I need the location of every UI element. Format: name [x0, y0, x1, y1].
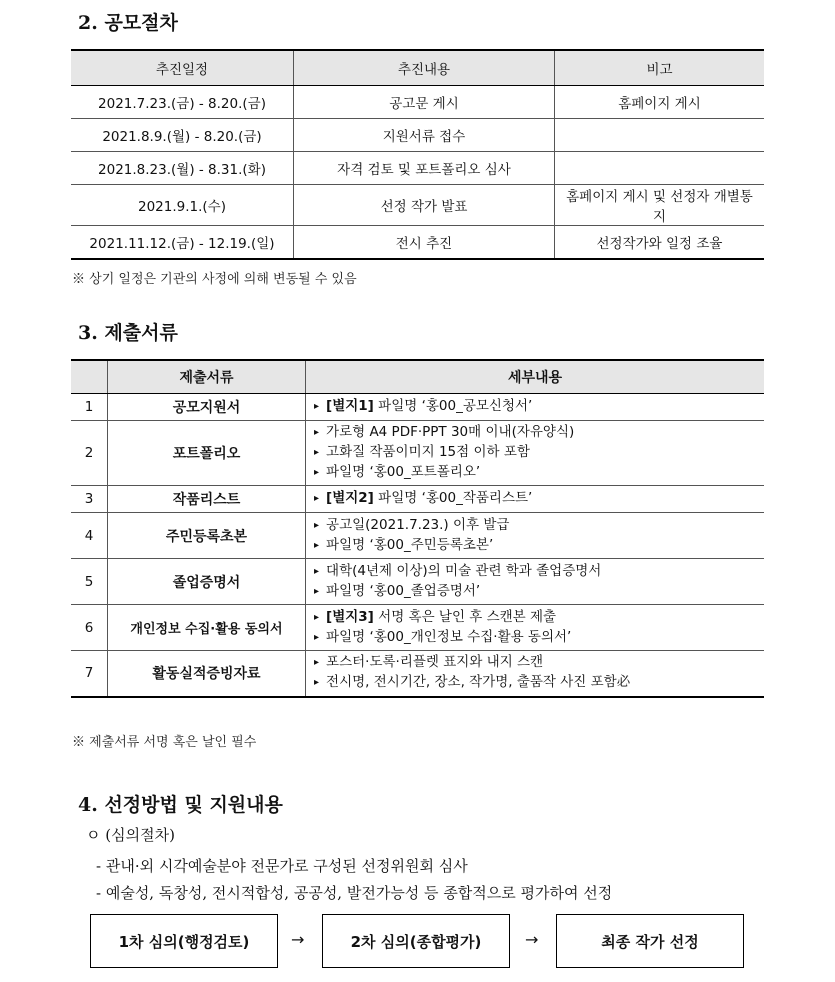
document-details — [306, 513, 765, 559]
document-number: 1 — [71, 394, 108, 421]
schedule-header: 비고 — [555, 50, 765, 86]
schedule-row — [71, 152, 764, 185]
detail-text: 공고일(2021.7.23.) 이후 발급 — [326, 516, 510, 533]
detail-bullet — [314, 582, 756, 602]
schedule-remark — [555, 152, 765, 185]
detail-text: 파일명 ‘홍00_공모신청서’ — [373, 398, 533, 414]
schedule-date: 2021.8.9.(월) - 8.20.(금) — [71, 119, 294, 152]
form-tag: [별지1] — [326, 398, 374, 414]
detail-bullet — [314, 653, 756, 673]
document-number: 4 — [71, 513, 108, 559]
document-number: 2 — [71, 421, 108, 486]
document-details — [306, 651, 765, 697]
document-details — [306, 605, 765, 651]
document-details — [306, 421, 765, 486]
documents-header: 세부내용 — [306, 360, 765, 394]
document-number: 5 — [71, 559, 108, 605]
documents-row — [71, 651, 764, 697]
document-number: 6 — [71, 605, 108, 651]
detail-text: 파일명 ‘홍00_개인정보 수집·활용 동의서’ — [326, 628, 572, 645]
documents-note: ※ 제출서류 서명 혹은 날인 필수 — [72, 735, 257, 750]
flow-step-1: 1차 심의(행정검토) — [90, 914, 278, 968]
document-name: 개인정보 수집·활용 동의서 — [108, 605, 306, 651]
document-number: 3 — [71, 486, 108, 513]
document-details — [306, 394, 765, 421]
schedule-date: 2021.9.1.(수) — [71, 185, 294, 226]
schedule-date: 2021.8.23.(월) - 8.31.(화) — [71, 152, 294, 185]
detail-bullet — [314, 536, 756, 556]
detail-text: 파일명 ‘홍00_작품리스트’ — [373, 490, 533, 506]
documents-header-row — [71, 360, 764, 394]
document-details — [306, 559, 765, 605]
detail-bullet — [314, 628, 756, 648]
schedule-date: 2021.7.23.(금) - 8.20.(금) — [71, 86, 294, 119]
schedule-table — [71, 49, 764, 260]
documents-table — [71, 359, 764, 698]
detail-text: 파일명 ‘홍00_졸업증명서’ — [326, 582, 481, 599]
flow-step-3: 최종 작가 선정 — [556, 914, 744, 968]
schedule-content: 공고문 게시 — [294, 86, 555, 119]
schedule-remark: 홈페이지 게시 — [555, 86, 765, 119]
schedule-row — [71, 185, 764, 226]
document-name: 주민등록초본 — [108, 513, 306, 559]
documents-row — [71, 513, 764, 559]
detail-bullet — [314, 516, 756, 536]
flow-step-2: 2차 심의(종합평가) — [322, 914, 510, 968]
schedule-header-row — [71, 50, 764, 86]
schedule-remark — [555, 119, 765, 152]
document-name: 졸업증명서 — [108, 559, 306, 605]
schedule-content: 선정 작가 발표 — [294, 185, 555, 226]
detail-text: 파일명 ‘홍00_주민등록초본’ — [326, 536, 494, 553]
flow-arrow: → — [525, 930, 539, 949]
schedule-content: 지원서류 접수 — [294, 119, 555, 152]
detail-bullet — [314, 489, 756, 509]
detail-text: 가로형 A4 PDF·PPT 30매 이내(자유양식) — [326, 424, 575, 440]
detail-text: 고화질 작품이미지 15점 이하 포함 — [326, 444, 530, 460]
section4-title: 4. 선정방법 및 지원내용 — [78, 794, 283, 816]
document-details — [306, 486, 765, 513]
section2-title: 2. 공모절차 — [78, 12, 178, 34]
schedule-date: 2021.11.12.(금) - 12.19.(일) — [71, 226, 294, 260]
schedule-row — [71, 226, 764, 260]
documents-header: 제출서류 — [108, 360, 306, 394]
detail-bullet — [314, 463, 756, 483]
schedule-content: 전시 추진 — [294, 226, 555, 260]
schedule-remark: 홈페이지 게시 및 선정자 개별통지 — [555, 185, 765, 226]
document-name: 작품리스트 — [108, 486, 306, 513]
detail-bullet — [314, 397, 756, 417]
form-tag: [별지2] — [326, 490, 374, 506]
detail-bullet — [314, 423, 756, 443]
detail-text: 파일명 ‘홍00_포트폴리오’ — [326, 464, 481, 480]
section3-title: 3. 제출서류 — [78, 322, 178, 344]
detail-text: 서명 혹은 날인 후 스캔본 제출 — [373, 608, 557, 625]
detail-bullet — [314, 562, 756, 582]
schedule-row — [71, 86, 764, 119]
review-subheading: ㅇ (심의절차) — [86, 826, 175, 844]
review-bullet: - 관내·외 시각예술분야 전문가로 구성된 선정위원회 심사 — [96, 857, 468, 875]
schedule-header: 추진내용 — [294, 50, 555, 86]
documents-row — [71, 486, 764, 513]
documents-header-no — [71, 360, 108, 394]
document-name: 공모지원서 — [108, 394, 306, 421]
detail-bullet — [314, 608, 756, 628]
documents-row — [71, 605, 764, 651]
schedule-header: 추진일정 — [71, 50, 294, 86]
documents-row — [71, 421, 764, 486]
documents-row — [71, 559, 764, 605]
form-tag: [별지3] — [326, 608, 374, 625]
document-name: 활동실적증빙자료 — [108, 651, 306, 697]
detail-bullet — [314, 443, 756, 463]
schedule-note: ※ 상기 일정은 기관의 사정에 의해 변동될 수 있음 — [72, 272, 357, 287]
review-bullet: - 예술성, 독창성, 전시적합성, 공공성, 발전가능성 등 종합적으로 평가하여 선정 — [96, 884, 613, 902]
schedule-row — [71, 119, 764, 152]
schedule-content: 자격 검토 및 포트폴리오 심사 — [294, 152, 555, 185]
schedule-remark: 선정작가와 일정 조율 — [555, 226, 765, 260]
detail-text: 전시명, 전시기간, 장소, 작가명, 출품작 사진 포함必 — [326, 674, 631, 691]
detail-text: 포스터·도록·리플렛 표지와 내지 스캔 — [326, 654, 544, 671]
document-name: 포트폴리오 — [108, 421, 306, 486]
flow-arrow: → — [291, 930, 305, 949]
detail-text: 대학(4년제 이상)의 미술 관련 학과 졸업증명서 — [326, 562, 602, 579]
document-number: 7 — [71, 651, 108, 697]
documents-row — [71, 394, 764, 421]
detail-bullet — [314, 673, 756, 693]
